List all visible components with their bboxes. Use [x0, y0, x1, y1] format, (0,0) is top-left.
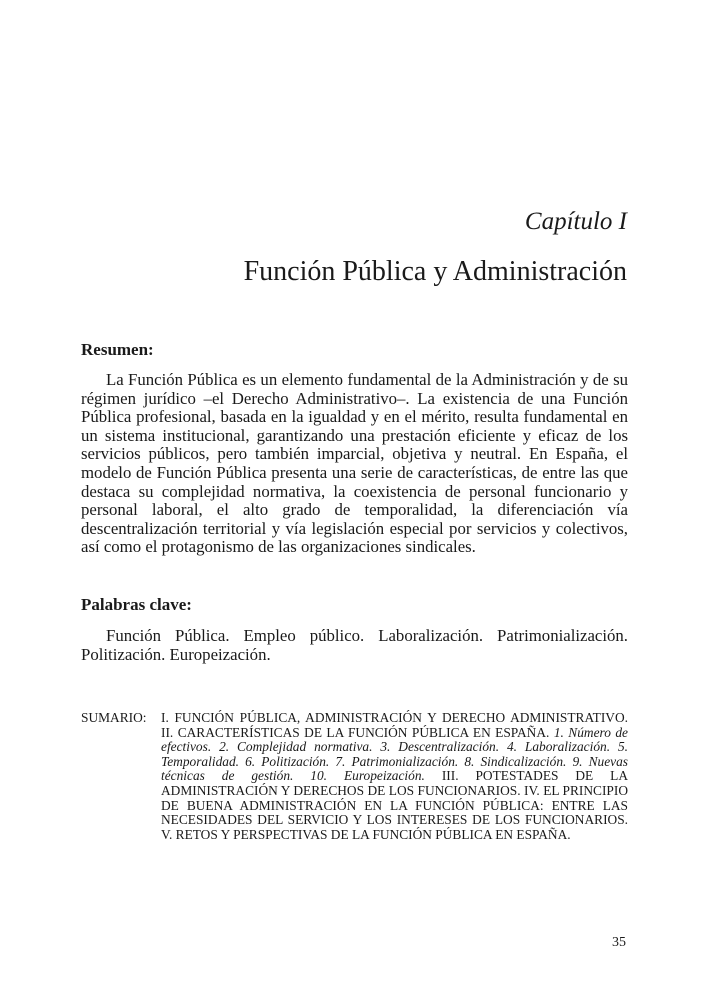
- keywords-section: [81, 627, 628, 664]
- sumario-part-1: I. FUNCIÓN PÚBLICA, ADMINISTRACIÓN Y DERECHO ADMINISTRATIVO. II. CARACTERÍSTICAS DE LA FUNCIÓN PÚBLICA EN ESPAÑA.: [161, 710, 628, 740]
- sumario-part-3: III. POTESTADES DE LA ADMINISTRACIÓN Y DERECHOS DE LOS FUNCIONARIOS. IV. EL PRINCIPIO DE BUENA ADMINISTRACIÓN EN LA FUNCIÓN PÚBLICA: ENTRE LAS NECESIDADES DEL SERVICIO Y LOS INTERESES DE LOS FUNCIONARIOS. V. RETOS Y PERSPECTIVAS DE LA FUNCIÓN PÚBLICA EN ESPAÑA.: [161, 768, 628, 842]
- resumen-heading: Resumen:: [81, 340, 154, 359]
- page-number: 35: [612, 935, 626, 950]
- chapter-title: Función Pública y Administración: [243, 256, 627, 287]
- chapter-label: Capítulo I: [524, 208, 627, 235]
- resumen-paragraph: La Función Pública es un elemento fundamental de la Administración y de su régimen jurídico –el Derecho Administrativo–. La existencia de una Función Pública profesional, basada en la igualdad y en el mérito, resulta fundamental en un sistema institucional, garantizando una prestación eficiente y eficaz de los servicios públicos, pero también imparcial, objetiva y neutral. En España, el modelo de Función Pública presenta una serie de características, de entre las que destaca su complejidad normativa, la coexistencia de personal funcionario y personal laboral, el alto grado de temporalidad, la diferenciación vía descentralización territorial y vía legislación especial por servicios y colectivos, así como el protagonismo de las organizaciones sindicales.: [81, 370, 628, 557]
- resumen-section: [81, 371, 628, 557]
- keywords-paragraph: Función Pública. Empleo público. Laboralización. Patrimonialización. Politización. Europeización.: [81, 626, 628, 664]
- sumario-part-2-italic: 1. Número de efectivos. 2. Complejidad normativa. 3. Descentralización. 4. Laboralización. 5. Temporalidad. 6. Politización. 7. Patrimonialización. 8. Sindicalización. 9. Nuevas técnicas de gestión. 10. Europeización.: [161, 724, 629, 784]
- sumario-label: SUMARIO:: [81, 710, 147, 725]
- sumario-text: [161, 711, 628, 842]
- keywords-heading: Palabras clave:: [81, 595, 192, 614]
